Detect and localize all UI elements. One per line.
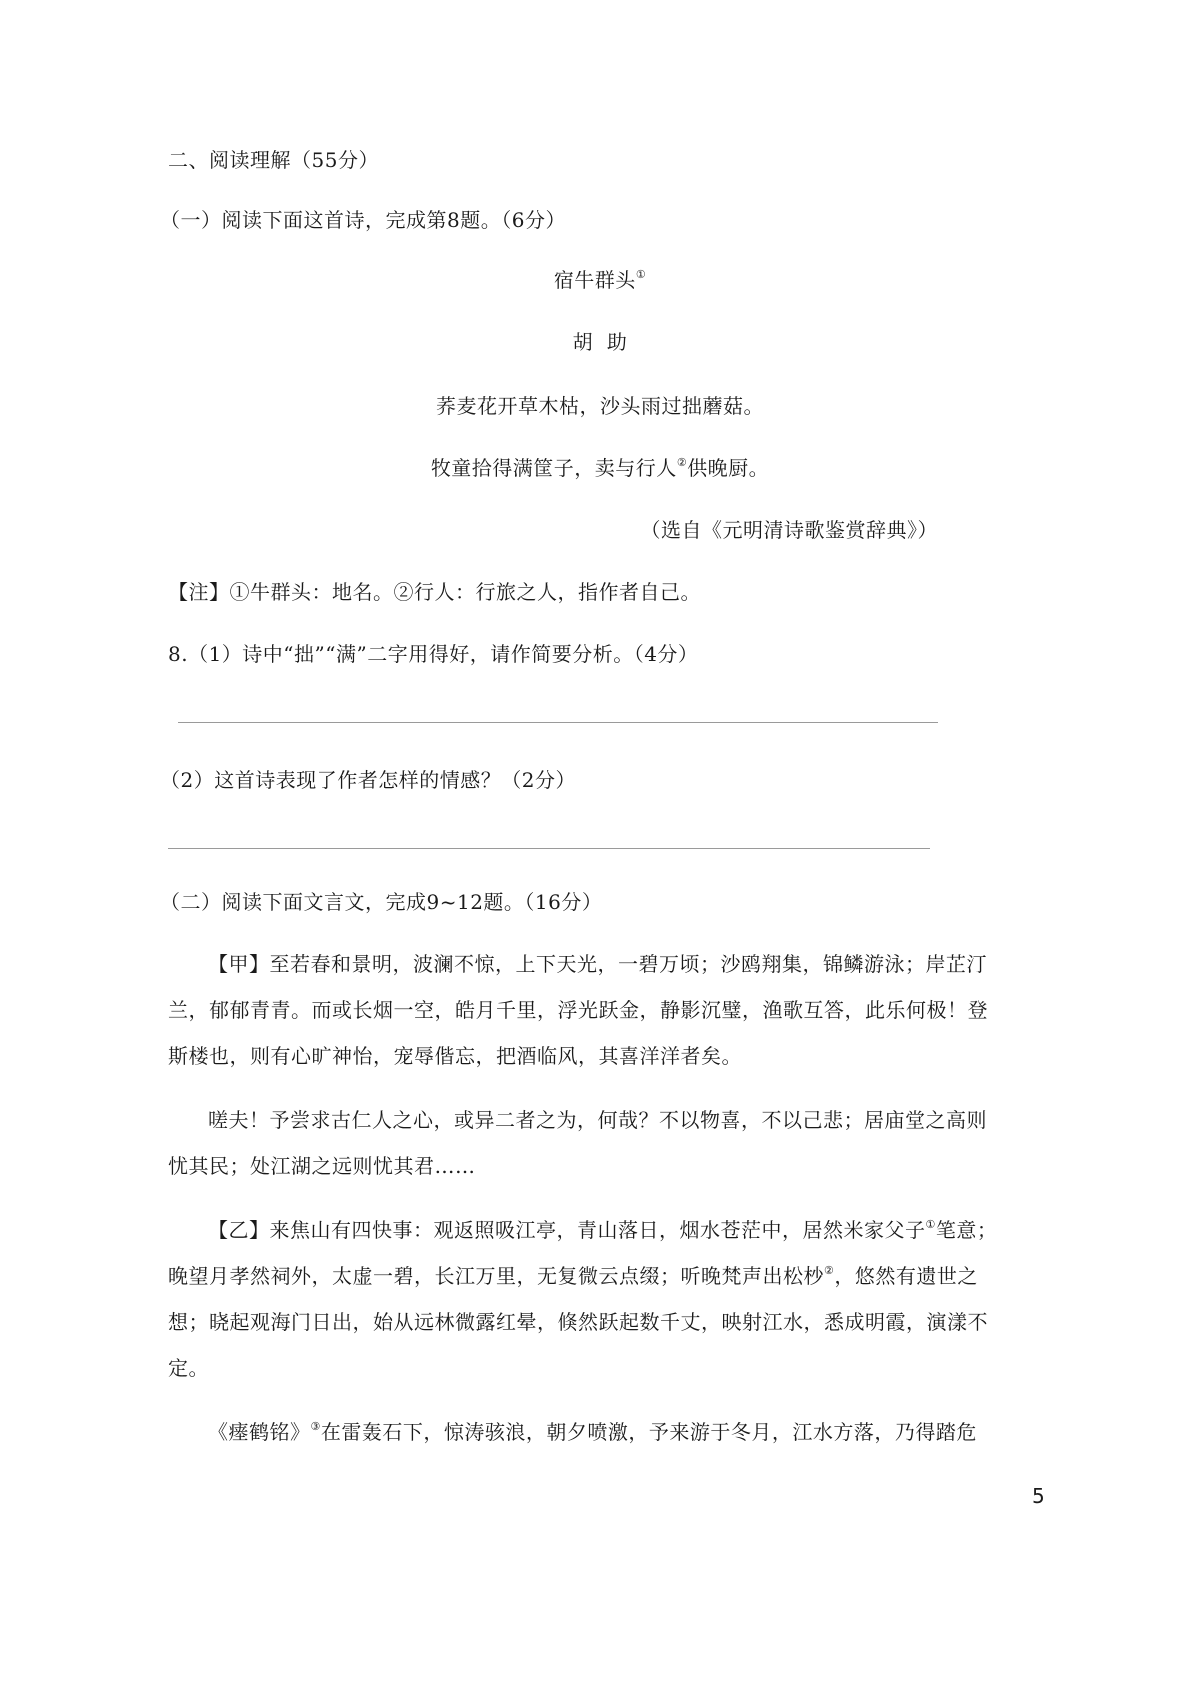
text-yi-line-5-part-a: 《瘗鹤铭》: [208, 1420, 311, 1444]
poem-source: （选自《元明清诗歌鉴赏辞典》）: [640, 518, 938, 542]
poem-title: [0, 266, 1200, 294]
section-heading: 二、阅读理解（55分）: [168, 148, 379, 172]
footnote-mark-2: ②: [676, 456, 688, 469]
footnote-mark-1: ①: [635, 268, 647, 281]
text-yi-line-3: 想；晓起观海门日出，始从远林微露红晕，倏然跃起数千丈，映射江水，悉成明霞，演漾不: [168, 1310, 988, 1334]
poem-author: 胡 助: [572, 330, 628, 354]
text-yi-line-5-part-b: 在雷轰石下，惊涛骇浪，朝夕喷激，予来游于冬月，江水方落，乃得踏危: [320, 1420, 977, 1444]
question-8-1: 8.（1）诗中“拙”“满”二字用得好，请作简要分析。（4分）: [168, 642, 699, 666]
footnote-mark-yi-3: ③: [310, 1420, 321, 1433]
text-yi-line-4: 定。: [168, 1356, 209, 1380]
text-yi-line-5: [208, 1418, 977, 1446]
text-jia-line-4: 嗟夫！予尝求古仁人之心，或异二者之为，何哉？不以物喜，不以己悲；居庙堂之高则: [208, 1108, 987, 1132]
page-number: 5: [1032, 1484, 1045, 1508]
text-jia-line-5: 忧其民；处江湖之远则忧其君……: [168, 1154, 476, 1178]
question-8-2: （2）这首诗表现了作者怎样的情感？（2分）: [160, 768, 576, 792]
poem-title-text: 宿牛群头: [553, 268, 636, 292]
text-yi-line-1-part-b: 笔意；: [935, 1218, 998, 1242]
text-yi-line-1: [208, 1216, 997, 1244]
text-jia-line-3: 斯楼也，则有心旷神怡，宠辱偕忘，把酒临风，其喜洋洋者矣。: [168, 1044, 742, 1068]
poem-line-1: 荞麦花开草木枯，沙头雨过拙蘑菇。: [436, 394, 764, 418]
poem-line-2-part-a: 牧童拾得满筐子，卖与行人: [430, 456, 677, 480]
part2-instruction: （二）阅读下面文言文，完成9~12题。（16分）: [160, 890, 603, 914]
answer-line-8-2[interactable]: [168, 848, 930, 849]
footnote-mark-yi-2: ②: [824, 1264, 835, 1277]
answer-line-8-1[interactable]: [178, 722, 938, 723]
footnote-mark-yi-1: ①: [925, 1218, 936, 1231]
poem-line-2-part-b: 供晚厨。: [687, 456, 770, 480]
poem-line-2: [0, 454, 1200, 482]
text-jia-line-2: 兰，郁郁青青。而或长烟一空，皓月千里，浮光跃金，静影沉璧，渔歌互答，此乐何极！登: [168, 998, 988, 1022]
text-yi-line-2-part-a: 晚望月孝然祠外，太虚一碧，长江万里，无复微云点缀；听晚梵声出松杪: [168, 1264, 824, 1288]
text-yi-line-2-part-b: ，悠然有遗世之: [834, 1264, 978, 1288]
text-yi-line-2: [168, 1262, 978, 1290]
text-yi-line-1-part-a: 【乙】来焦山有四快事：观返照吸江亭，青山落日，烟水苍茫中，居然米家父子: [208, 1218, 926, 1242]
part1-instruction: （一）阅读下面这首诗，完成第8题。（6分）: [160, 208, 566, 232]
poem-note: 【注】①牛群头：地名。②行人：行旅之人，指作者自己。: [168, 580, 701, 604]
text-jia-line-1: 【甲】至若春和景明，波澜不惊，上下天光，一碧万顷；沙鸥翔集，锦鳞游泳；岸芷汀: [208, 952, 987, 976]
